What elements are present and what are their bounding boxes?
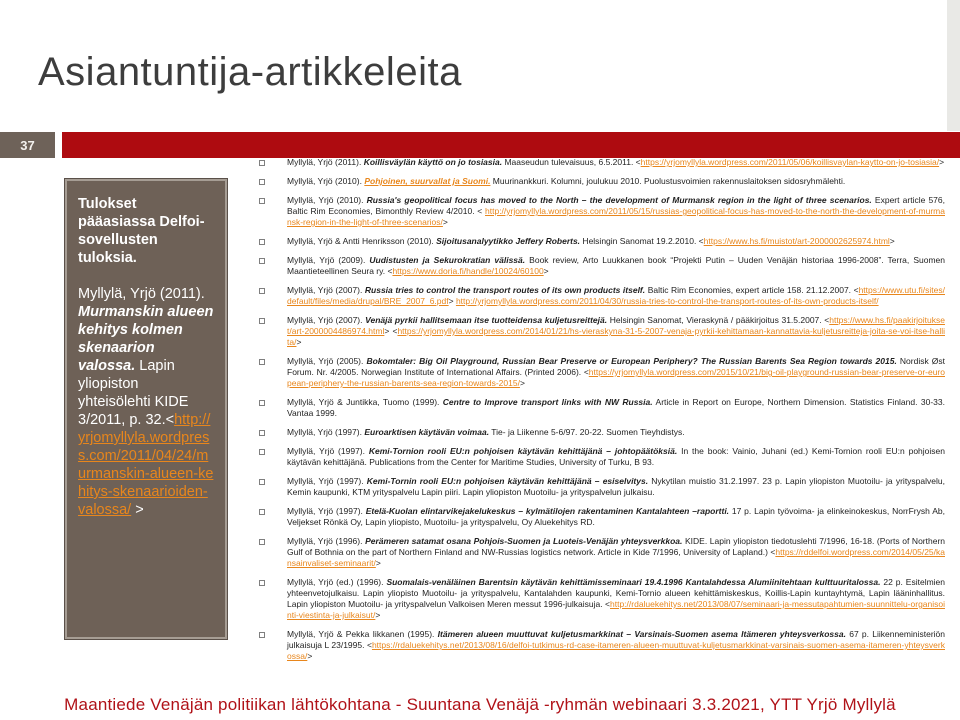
accent-bar [62, 132, 960, 158]
text-run: Myllylä, Yrjö (1997). [287, 446, 369, 456]
text-run: Russia tries to control the transport routes of its own products itself. [364, 285, 646, 295]
reference-item [257, 195, 945, 228]
reference-item [257, 176, 945, 187]
text-run: Kemi-Tornin rooli EU:n pohjoisen käytävän kehittäjänä – esiselvitys. [366, 476, 649, 486]
text-run: Etelä-Kuolan elintarvikejakelukeskus – kylmätilojen rakentaminen Kantalahteen –raportti. [365, 506, 730, 516]
text-run: > < [384, 326, 398, 336]
reference-link[interactable]: https://www.hs.fi/paakirjoitukset/art-2000004486974.html [287, 315, 945, 336]
text-run: 17 p. Lapin työvoima- ja elinkeinokeskus, NorrFrysh Ab, Veljekset Rönkä Oy, Lapin yliopisto, Muotoilu- ja yrityspalvelu, Oy Aluekehitys RD. [287, 506, 945, 527]
text-run: Muurinankkuri. Kolumni, joulukuu 2010. Puolustusvoimien rakennuslaitoksen sidosryhmälehti. [490, 176, 846, 186]
text-run: Myllylä, Yrjö (1997). [287, 427, 365, 437]
text-run: Murmanskin alueen kehitys kolmen skenaarion valossa. [78, 304, 214, 374]
text-run: Suomalais-venäläinen Barentsin käytävän kehittämisseminaari 19.4.1996 Kantalahdessa Alumiinitehtaan kulttuuritalossa. [386, 577, 881, 587]
text-run: 67 p. Liikenneministeriön julkaisuja L 23/1995. < [287, 629, 945, 650]
text-run: Myllylä, Yrjö (2011). [287, 157, 364, 167]
reference-link[interactable]: https://rdaluekehitys.net/2013/08/16/delfoi-tutkimus-rd-case-itameren-alueen-muuttuvat-kuljetusmarkkinat-varsinais-suomen-asema-itameren-yhteysverkossa/ [287, 640, 945, 661]
text-run: Nykytilan muistio 31.2.1997. 23 p. Lapin yliopiston Muotoilu- ja yrityspalvelu, Kemin kaupunki, KTM yrityspalvelu Lapin piiri. Lapin yliopiston Muotoilu- ja yrityspalvelun julkaisu. [287, 476, 945, 497]
text-run: Uudistusten ja Sekurokratian välissä. [369, 255, 526, 265]
reference-link[interactable]: https://www.utu.fi/sites/default/files/media/drupal/BRE_2007_6.pdf [287, 285, 945, 306]
reference-link[interactable]: https://www.hs.fi/muistot/art-2000002625974.html [703, 236, 890, 246]
text-run: Myllylä, Yrjö (1997). [287, 506, 366, 516]
reference-link[interactable]: https://www.doria.fi/handle/10024/60100 [392, 266, 544, 276]
text-run: > [296, 337, 302, 347]
text-run: Helsingin Sanomat, Vieraskynä / pääkirjoitus 31.5.2007. < [607, 315, 830, 325]
text-run: > [307, 651, 313, 661]
reference-item [257, 446, 945, 468]
reference-item [257, 577, 945, 621]
text-run: Baltic Rim Economies, expert article 158. 21.12.2007. < [645, 285, 859, 295]
text-run: Nordisk Øst Forum. Nr. 4/2005. Norwegian Institute of International Affairs. (Printed 2006). < [287, 356, 945, 377]
text-run: Expert article 576, Baltic Rim Economies, Bimonthly Review 4/2010. < [287, 195, 945, 216]
reference-item [257, 236, 945, 247]
reference-item [257, 285, 945, 307]
reference-item [257, 476, 945, 498]
text-run: Tie- ja Liikenne 5-6/97. 20-22. Suomen Tieyhdistys. [489, 427, 685, 437]
text-run: > [939, 157, 945, 167]
text-run: Myllylä, Yrjö (2007). [287, 315, 366, 325]
text-run: In the book: Vainio, Juhani (ed.) Kemi-Tornion rooli EU:n pohjoisen käytävän kehittäjänä. Publications from the Center for Maritime Studies, University of Turku, B 93. [287, 446, 945, 467]
text-run: Myllylä, Yrjö (2005). [287, 356, 367, 366]
reference-link[interactable]: http://yrjomyllyla.wordpress.com/2011/04/24/murmanskin-alueen-kehitys-skenaarioiden-valossa/ [78, 412, 214, 518]
reference-link[interactable]: Pohjoinen, suurvallat ja Suomi. [364, 176, 491, 186]
text-run: Myllylä, Yrjö & Antti Henriksson (2010). [287, 236, 437, 246]
reference-item [257, 506, 945, 528]
text-run: Koillisväylän käyttö on jo tosiasia. [363, 157, 503, 167]
slide-number: 37 [20, 137, 35, 153]
text-run: Venäjä pyrkii hallitsemaan itse tuotteidensa kuljetusreittejä. [365, 315, 608, 325]
reference-link[interactable]: https://yrjomyllyla.wordpress.com/2014/01/21/hs-vieraskyna-31-5-2007-venaja-pyrkii-kehittamaan-kannattavia-kuljetusreitteja-joita-se-voi-itse-hallita/ [287, 326, 945, 347]
text-run: Myllylä, Yrjö (2011). [78, 286, 205, 302]
slide-number-badge [0, 132, 55, 158]
reference-link[interactable]: https://yrjomyllyla.wordpress.com/2011/05/06/koillisvaylan-kaytto-on-jo-tosiasia/ [640, 157, 940, 167]
text-run: Centre to Improve transport links with NW Russia. [442, 397, 653, 407]
sidebar-heading: Tulokset pääasiassa Delfoi-sovellusten tuloksia. [78, 196, 205, 266]
text-run: > [543, 266, 549, 276]
text-run: Myllylä, Yrjö (2010). [287, 176, 365, 186]
text-run: Russia's geopolitical focus has moved to the North – the development of Murmansk region in the light of three scenarios. [366, 195, 872, 205]
reference-link[interactable]: http://yrjomyllyla.wordpress.com/2011/04/30/russia-tries-to-control-the-transport-routes-of-its-own-products-itself/ [455, 296, 879, 306]
text-run: Helsingin Sanomat 19.2.2010. < [580, 236, 704, 246]
text-run: Lapin yliopiston yhteisölehti KIDE 3/2011, p. 32.< [78, 358, 189, 428]
text-run: > [448, 296, 456, 306]
text-run: Euroarktisen käytävän voimaa. [364, 427, 490, 437]
text-run: > [375, 610, 381, 620]
reference-item [257, 157, 945, 168]
references-list [257, 157, 945, 697]
text-run: Book review, Arto Luukkanen book “Projekti Putin – Uuden Venäjän historiaa 1996-2008”. Terra, Suomen Maantieteellinen Seura ry. < [287, 255, 945, 276]
reference-link[interactable]: https://yrjomyllyla.wordpress.com/2015/10/21/big-oil-playground-russian-bear-preserve-or-european-periphery-the-russian-barents-sea-region-towards-2015/ [287, 367, 945, 388]
text-run: Myllylä, Yrjö (1996). [287, 536, 366, 546]
text-run: > [131, 502, 144, 518]
text-run: Myllylä, Yrjö (2007). [287, 285, 365, 295]
reference-item [257, 629, 945, 662]
reference-item [257, 255, 945, 277]
text-run: > [442, 217, 448, 227]
text-run: Maaseudun tulevaisuus, 6.5.2011. < [502, 157, 641, 167]
text-run: Myllylä, Yrjö (2010). [287, 195, 367, 205]
sidebar-body [78, 285, 214, 519]
reference-link[interactable]: http://rdaluekehitys.net/2013/08/07/seminaari-ja-messutapahtumien-suunnittelu-organisointi-viestinta-ja-julkaisut/ [287, 599, 945, 620]
text-run: Bokomtaler: Big Oil Playground, Russian Bear Preserve or European Periphery? The Russian Barents Sea Region towards 2015. [366, 356, 897, 366]
text-run: > [889, 236, 895, 246]
text-run: Itämeren alueen muuttuvat kuljetusmarkkinat – Varsinais-Suomen asema Itämeren yhteysverkossa. [437, 629, 846, 639]
text-run: > [375, 558, 381, 568]
text-run: Myllylä, Yrjö (ed.) (1996). [287, 577, 387, 587]
text-run: Myllylä, Yrjö (2009). [287, 255, 370, 265]
reference-item [257, 397, 945, 419]
text-run: 22 p. Esitelmien yhteenvetojulkaisu. Lapin yliopisto Muotoilu- ja yrityspalvelu, Kantalahden kaupunki, Kemi-Tornio alueen kehittämiskeskus, Koillis-Lapin kuntayhtymä, Lapin lääninhallitus. Lapin yliopiston Muotoilu- ja yrityspalvelun Valkoisen Meren messut 1996-julkaisuja. < [287, 577, 945, 609]
reference-item [257, 315, 945, 348]
text-run: Myllylä, Yrjö & Juntikka, Tuomo (1999). [287, 397, 443, 407]
slide-title: Asiantuntija-artikkeleita [38, 50, 462, 94]
reference-item [257, 536, 945, 569]
text-run: > [519, 378, 525, 388]
text-run: Myllylä, Yrjö (1997). [287, 476, 367, 486]
sidebar-callout-box [64, 178, 228, 640]
footer-text: Maantiede Venäjän politiikan lähtökohtana - Suuntana Venäjä -ryhmän webinaari 3.3.2021, YTT Yrjö Myllylä [64, 695, 896, 714]
reference-item [257, 427, 945, 438]
text-run: KIDE. Lapin yliopiston tiedotuslehti 7/1996, 16-18. (Ports of Northern Gulf of Bothnia on the part of Northern Finland and NW-Russias logistics network. Article in Kide 7/1996, University of Lapland.) < [287, 536, 945, 557]
text-run: Sijoitusanalyytikko Jeffery Roberts. [436, 236, 581, 246]
text-run: Kemi-Tornion rooli EU:n pohjoisen käytävän kehittäjänä – johtopäätöksiä. [368, 446, 678, 456]
text-run: Perämeren satamat osana Pohjois-Suomen ja Luoteis-Venäjän yhteysverkkoa. [365, 536, 683, 546]
text-run: Article in Report on Europe, Northern Dimension. Statistics Finland. 30-33. Vantaa 1999. [287, 397, 945, 418]
reference-link[interactable]: https://rddelfoi.wordpress.com/2014/05/25/kansainvaliset-seminaarit/ [287, 547, 945, 568]
reference-item [257, 356, 945, 389]
text-run: Myllylä, Yrjö & Pekka Iikkanen (1995). [287, 629, 438, 639]
right-edge-strip [947, 0, 960, 131]
reference-link[interactable]: http://yrjomyllyla.wordpress.com/2011/05/15/russias-geopolitical-focus-has-moved-to-the-north-the-development-of-murmansk-region-in-the-light-of-three-scenarios/ [287, 206, 945, 227]
